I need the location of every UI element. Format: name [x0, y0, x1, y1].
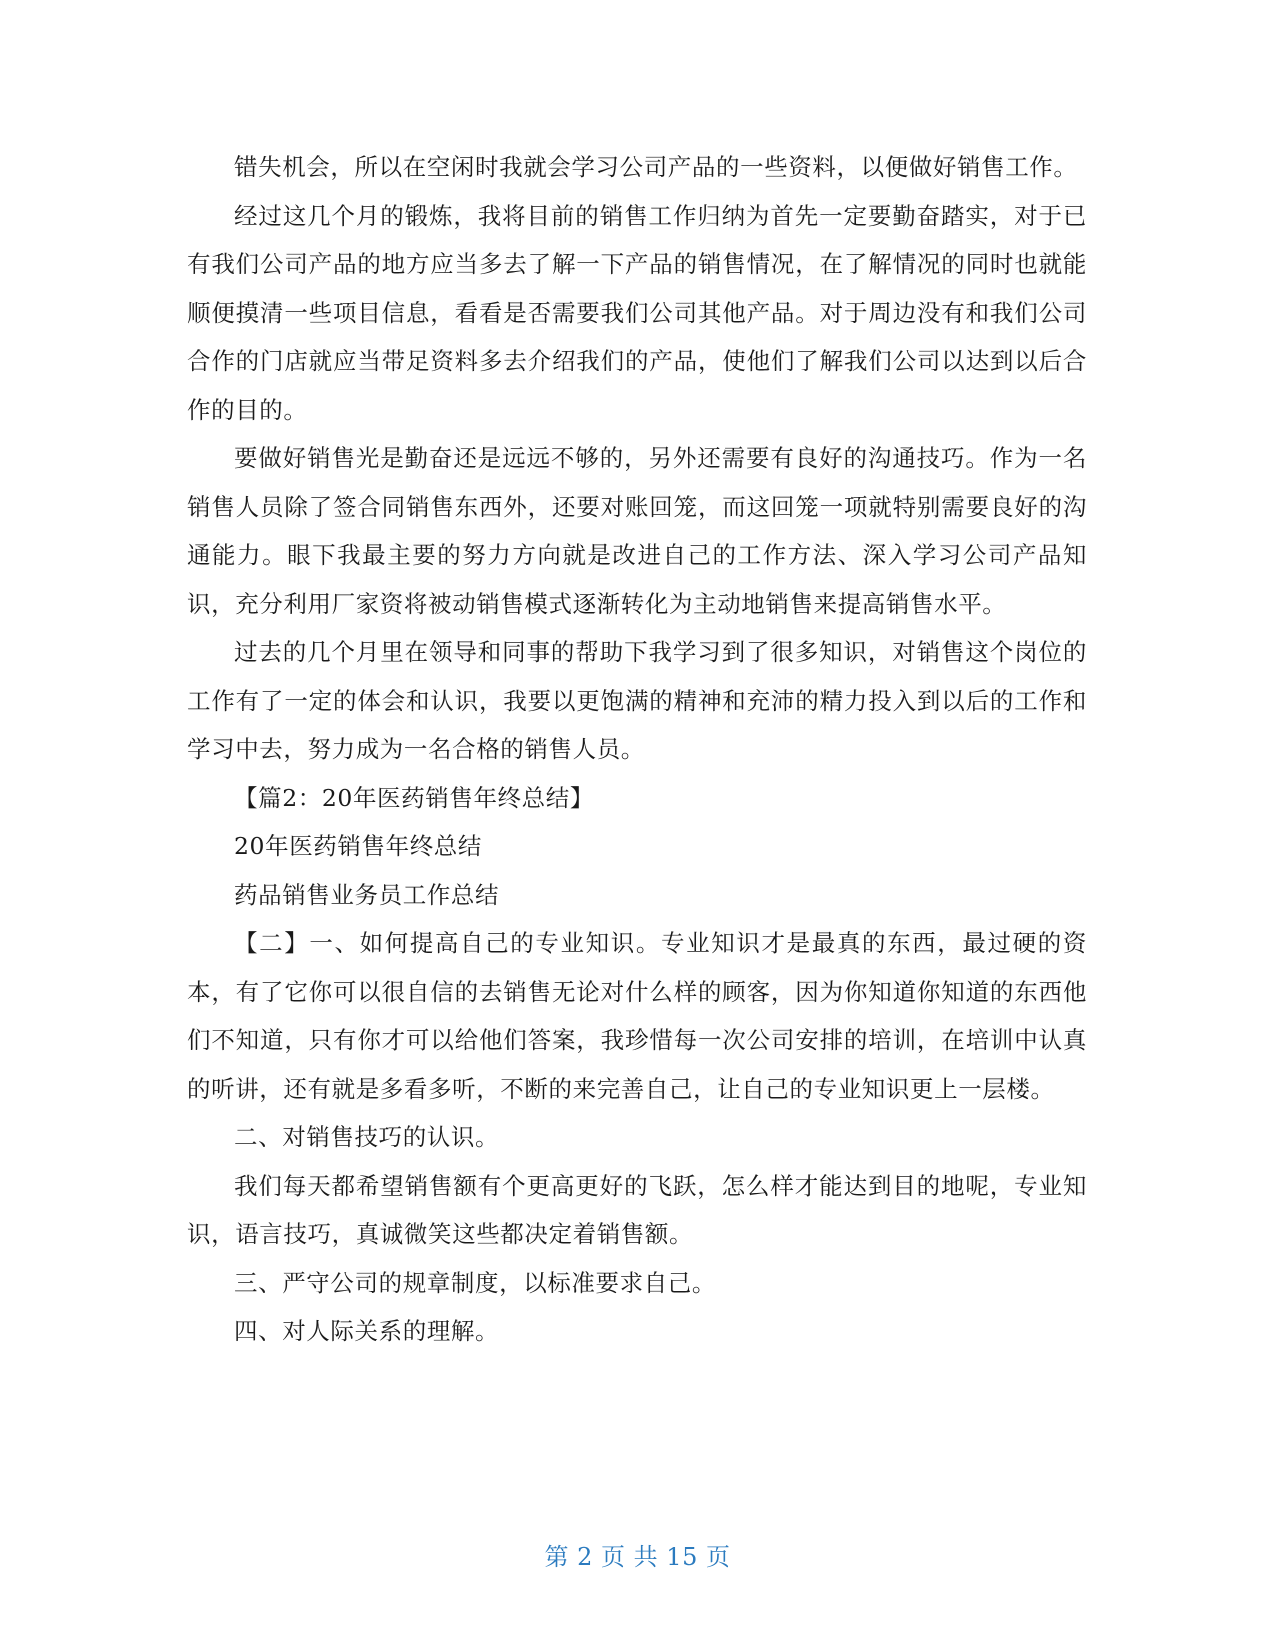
section-subtitle: 药品销售业务员工作总结 [234, 880, 500, 909]
section-heading: 【篇2：20年医药销售年终总结】 [234, 783, 594, 812]
section-title: 20年医药销售年终总结 [234, 832, 483, 860]
paragraph: 二、对销售技巧的认识。 [234, 1123, 500, 1151]
page-number-footer: 第 2 页 共 15 页 [544, 1543, 731, 1571]
document-body [187, 143, 1087, 1356]
paragraph: 过去的几个月里在领导和同事的帮助下我学习到了很多知识，对销售这个岗位的工作有了一定的体会和认识，我要以更饱满的精神和充沛的精力投入到以后的工作和学习中去，努力成为一名合格的销售人员。 [187, 638, 1087, 763]
paragraph: 经过这几个月的锻炼，我将目前的销售工作归纳为首先一定要勤奋踏实，对于已有我们公司产品的地方应当多去了解一下产品的销售情况，在了解情况的同时也就能顺便摸清一些项目信息，看看是否需要我们公司其他产品。对于周边没有和我们公司合作的门店就应当带足资料多去介绍我们的产品，使他们了解我们公司以达到以后合作的目的。 [187, 201, 1087, 424]
paragraph: 错失机会，所以在空闲时我就会学习公司产品的一些资料，以便做好销售工作。 [234, 153, 1078, 181]
paragraph: 【二】一、如何提高自己的专业知识。专业知识才是最真的东西，最过硬的资本，有了它你可以很自信的去销售无论对什么样的顾客，因为你知道你知道的东西他们不知道，只有你才可以给他们答案，我珍惜每一次公司安排的培训，在培训中认真的听讲，还有就是多看多听，不断的来完善自己，让自己的专业知识更上一层楼。 [187, 929, 1087, 1103]
paragraph: 我们每天都希望销售额有个更高更好的飞跃，怎么样才能达到目的地呢，专业知识，语言技巧，真诚微笑这些都决定着销售额。 [187, 1171, 1087, 1248]
paragraph: 要做好销售光是勤奋还是远远不够的，另外还需要有良好的沟通技巧。作为一名销售人员除了签合同销售东西外，还要对账回笼，而这回笼一项就特别需要良好的沟通能力。眼下我最主要的努力方向就是改进自己的工作方法、深入学习公司产品知识，充分利用厂家资将被动销售模式逐渐转化为主动地销售来提高销售水平。 [187, 444, 1087, 618]
paragraph: 四、对人际关系的理解。 [234, 1317, 500, 1345]
paragraph: 三、严守公司的规章制度，以标准要求自己。 [234, 1268, 716, 1297]
